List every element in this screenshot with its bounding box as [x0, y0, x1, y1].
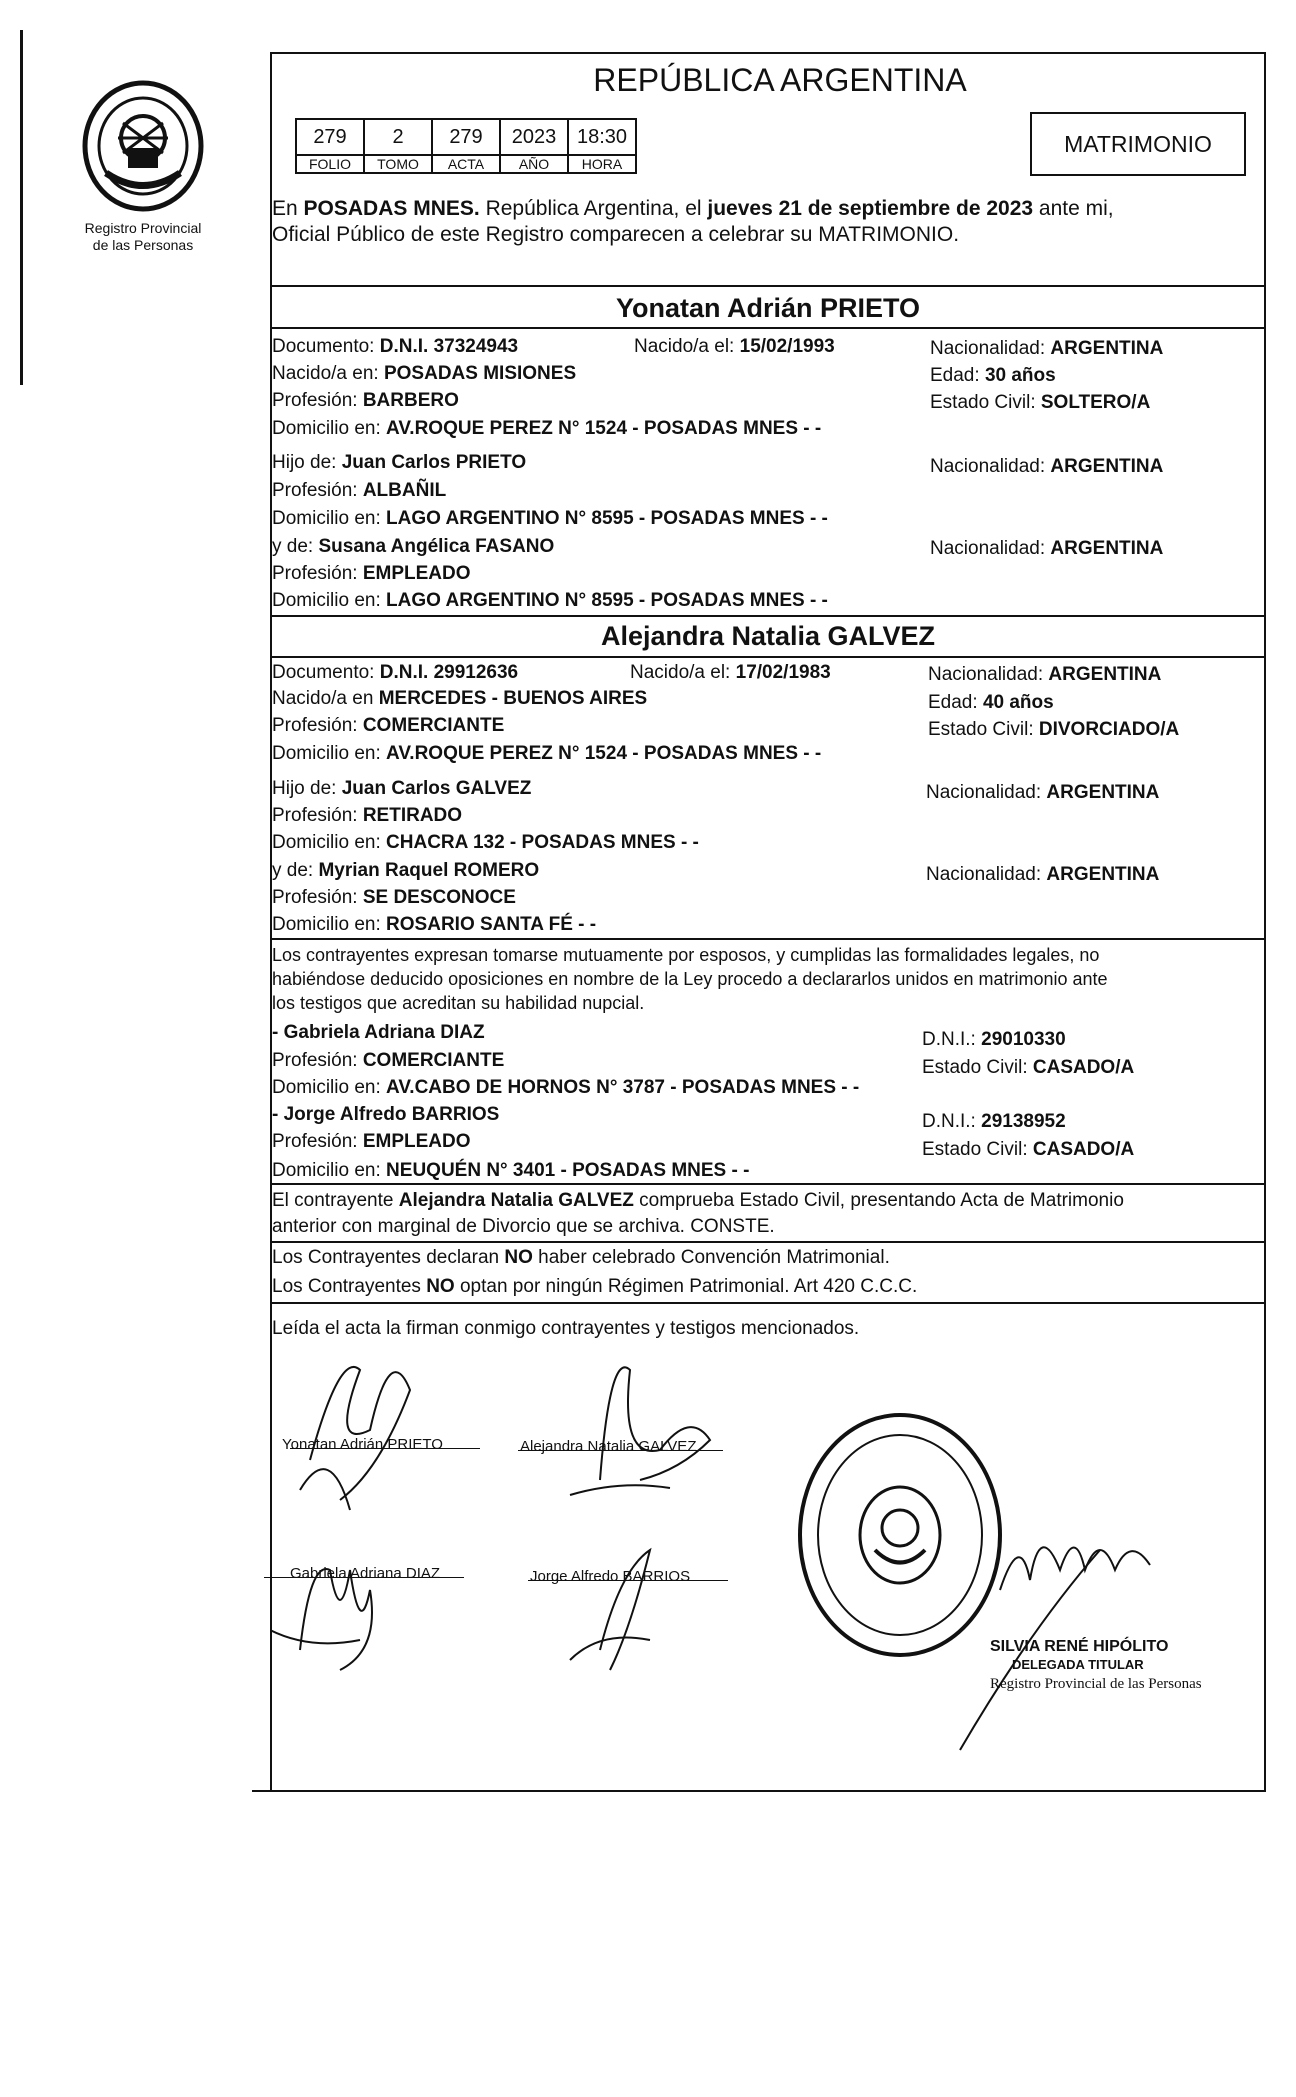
- convention-line2: Los Contrayentes NO optan por ningún Régimen Patrimonial. Art 420 C.C.C.: [272, 1276, 918, 1297]
- margin-line: [20, 30, 23, 385]
- logo-caption-line1: Registro Provincial: [84, 220, 202, 236]
- convention-line1: Los Contrayentes declaran NO haber celebrado Convención Matrimonial.: [272, 1247, 890, 1268]
- divider: [270, 1241, 1266, 1243]
- bride-signature: [600, 1367, 710, 1480]
- divider: [270, 1302, 1266, 1304]
- note-line1: El contrayente Alejandra Natalia GALVEZ comprueba Estado Civil, presentando Acta de Matrimonio: [272, 1190, 1124, 1211]
- bride-signature-label: Alejandra Natalia GALVEZ: [520, 1438, 697, 1455]
- groom-mother-profession: Profesión: EMPLEADO: [272, 563, 471, 584]
- logo-caption-line2: de las Personas: [92, 237, 194, 253]
- bride-mother: y de: Myrian Raquel ROMERO: [272, 860, 540, 881]
- folio-table: [295, 118, 637, 174]
- groom-birthdate: Nacido/a el: 15/02/1993: [634, 336, 835, 357]
- groom-father: Hijo de: Juan Carlos PRIETO: [272, 452, 527, 473]
- groom-signature-label: Yonatan Adrián PRIETO: [282, 1436, 443, 1453]
- acta-label: ACTA: [432, 155, 500, 173]
- bride-birthdate: Nacido/a el: 17/02/1983: [630, 662, 831, 683]
- groom-mother: y de: Susana Angélica FASANO: [272, 536, 555, 557]
- groom-document: Documento: D.N.I. 37324943: [272, 336, 519, 357]
- declaration-line1: Los contrayentes expresan tomarse mutuamente por esposos, y cumplidas las formalidades legales, no: [272, 945, 1100, 965]
- groom-profession: Profesión: BARBERO: [272, 390, 459, 411]
- officer-signature: [1000, 1547, 1150, 1590]
- signatures-intro: Leída el acta la firman conmigo contrayentes y testigos mencionados.: [272, 1318, 860, 1339]
- hour-value: 18:30: [568, 119, 636, 155]
- witness2-name: - Jorge Alfredo BARRIOS: [272, 1104, 500, 1125]
- bride-address: Domicilio en: AV.ROQUE PEREZ N° 1524 - POSADAS MNES - -: [272, 743, 822, 764]
- witness1-profession: Profesión: COMERCIANTE: [272, 1050, 505, 1071]
- handwritten-signatures: [270, 1330, 1266, 1790]
- divider: [270, 285, 1266, 287]
- witness1-name: - Gabriela Adriana DIAZ: [272, 1022, 485, 1043]
- official-stamp: [795, 1410, 1005, 1660]
- bride-father-nationality: Nacionalidad: ARGENTINA: [926, 782, 1160, 803]
- witness2-signature-label: Jorge Alfredo BARRIOS: [530, 1568, 691, 1585]
- groom-father-nationality: Nacionalidad: ARGENTINA: [930, 456, 1164, 477]
- year-label: AÑO: [500, 155, 568, 173]
- intro-line2: Oficial Público de este Registro comparecen a celebrar su MATRIMONIO.: [272, 223, 960, 246]
- folio-value: 279: [296, 119, 364, 155]
- declaration-line2: habiéndose deducido oposiciones en nombre de la Ley procedo a declararlos unidos en matrimonio ante: [272, 969, 1108, 989]
- frame-bottom: [252, 1790, 1266, 1792]
- bride-civil-status: Estado Civil: DIVORCIADO/A: [928, 719, 1180, 740]
- bride-father-address: Domicilio en: CHACRA 132 - POSADAS MNES - -: [272, 832, 699, 853]
- acta-value: 279: [432, 119, 500, 155]
- provincial-seal-icon: [78, 78, 208, 216]
- declaration-line3: los testigos que acreditan su habilidad nupcial.: [272, 993, 645, 1013]
- groom-name: Yonatan Adrián PRIETO: [615, 293, 921, 323]
- year-value: 2023: [500, 119, 568, 155]
- divider: [270, 656, 1266, 658]
- groom-age: Edad: 30 años: [930, 365, 1056, 386]
- country-title: REPÚBLICA ARGENTINA: [593, 62, 967, 98]
- witness2-dni: D.N.I.: 29138952: [922, 1111, 1066, 1132]
- divider: [270, 327, 1266, 329]
- witness1-address: Domicilio en: AV.CABO DE HORNOS N° 3787 - POSADAS MNES - -: [272, 1077, 860, 1098]
- divider: [270, 938, 1266, 940]
- bride-profession: Profesión: COMERCIANTE: [272, 715, 505, 736]
- witness1-signature-label: Gabriela Adriana DIAZ: [290, 1565, 441, 1582]
- groom-signature: [310, 1367, 410, 1500]
- groom-civil-status: Estado Civil: SOLTERO/A: [930, 392, 1151, 413]
- groom-father-profession: Profesión: ALBAÑIL: [272, 480, 447, 501]
- bride-mother-address: Domicilio en: ROSARIO SANTA FÉ - -: [272, 914, 597, 935]
- hour-label: HORA: [568, 155, 636, 173]
- bride-mother-nationality: Nacionalidad: ARGENTINA: [926, 864, 1160, 885]
- bride-father: Hijo de: Juan Carlos GALVEZ: [272, 778, 532, 799]
- groom-mother-address: Domicilio en: LAGO ARGENTINO N° 8595 - POSADAS MNES - -: [272, 590, 828, 611]
- record-type-box: MATRIMONIO: [1030, 112, 1246, 176]
- tomo-value: 2: [364, 119, 432, 155]
- groom-birthplace: Nacido/a en: POSADAS MISIONES: [272, 363, 577, 384]
- bride-father-profession: Profesión: RETIRADO: [272, 805, 463, 826]
- officer-organization: Registro Provincial de las Personas: [990, 1676, 1202, 1692]
- witness2-civil-status: Estado Civil: CASADO/A: [922, 1139, 1135, 1160]
- bride-mother-profession: Profesión: SE DESCONOCE: [272, 887, 516, 908]
- divider: [270, 615, 1266, 617]
- witness1-signature: [300, 1569, 372, 1670]
- frame-top: [270, 52, 1266, 54]
- bride-name: Alejandra Natalia GALVEZ: [600, 621, 936, 651]
- tomo-label: TOMO: [364, 155, 432, 173]
- bride-nationality: Nacionalidad: ARGENTINA: [928, 664, 1162, 685]
- witness1-dni: D.N.I.: 29010330: [922, 1029, 1066, 1050]
- divider: [270, 1183, 1266, 1185]
- folio-label: FOLIO: [296, 155, 364, 173]
- witness2-address: Domicilio en: NEUQUÉN N° 3401 - POSADAS MNES - -: [272, 1160, 750, 1181]
- logo-caption: [62, 220, 224, 254]
- bride-document: Documento: D.N.I. 29912636: [272, 662, 519, 683]
- intro-line1: En POSADAS MNES. República Argentina, el jueves 21 de septiembre de 2023 ante mi,: [272, 197, 1114, 220]
- groom-father-address: Domicilio en: LAGO ARGENTINO N° 8595 - POSADAS MNES - -: [272, 508, 828, 529]
- officer-name: SILVIA RENÉ HIPÓLITO: [990, 1638, 1169, 1655]
- officer-title: DELEGADA TITULAR: [1012, 1657, 1144, 1672]
- bride-age: Edad: 40 años: [928, 692, 1054, 713]
- registry-logo: [78, 78, 208, 216]
- witness1-civil-status: Estado Civil: CASADO/A: [922, 1057, 1135, 1078]
- groom-address: Domicilio en: AV.ROQUE PEREZ N° 1524 - POSADAS MNES - -: [272, 418, 822, 439]
- groom-nationality: Nacionalidad: ARGENTINA: [930, 338, 1164, 359]
- note-line2: anterior con marginal de Divorcio que se archiva. CONSTE.: [272, 1216, 775, 1237]
- groom-mother-nationality: Nacionalidad: ARGENTINA: [930, 538, 1164, 559]
- stamp-seal-icon: [795, 1410, 1005, 1660]
- witness2-profession: Profesión: EMPLEADO: [272, 1131, 471, 1152]
- bride-birthplace: Nacido/a en MERCEDES - BUENOS AIRES: [272, 688, 648, 709]
